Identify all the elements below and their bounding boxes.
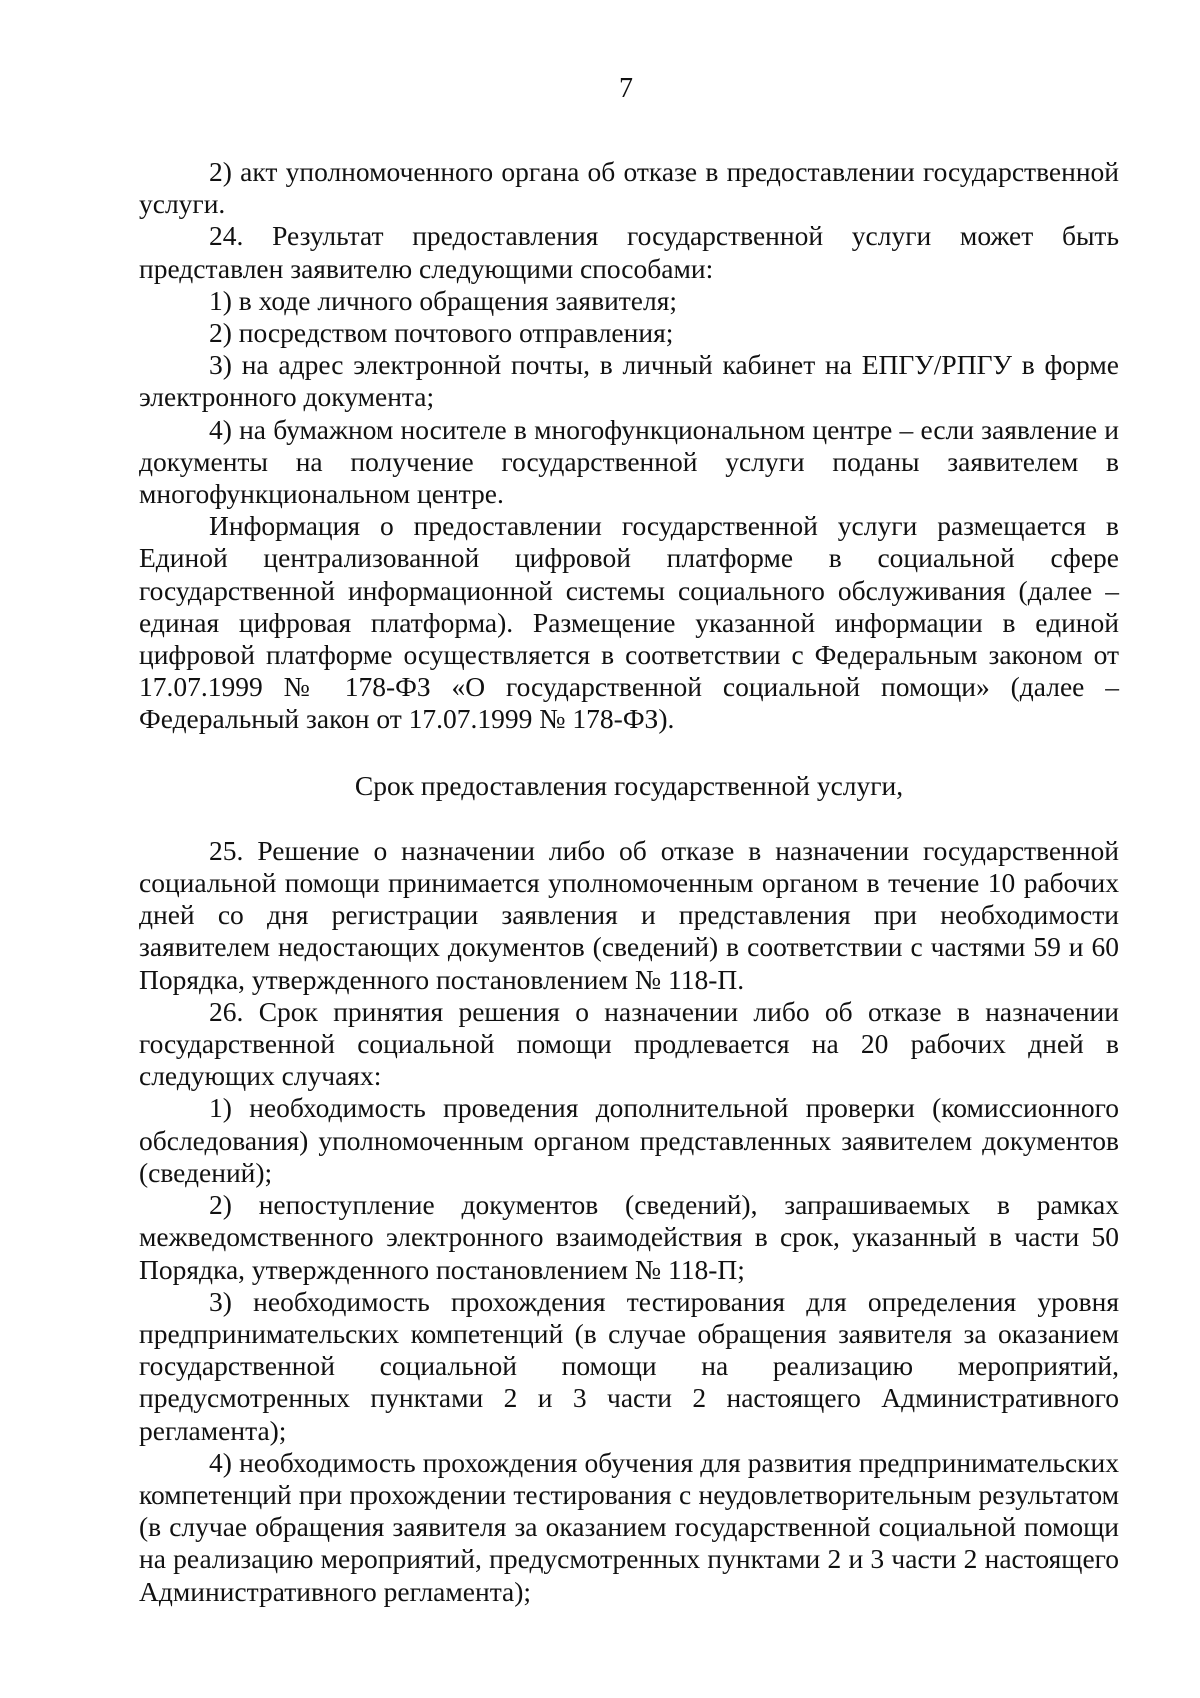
document-body: [139, 156, 1119, 1608]
list-item-email: 3) на адрес электронной почты, в личный кабинет на ЕПГУ/РПГУ в форме электронного документа;: [139, 349, 1119, 413]
paragraph-act-refusal: 2) акт уполномоченного органа об отказе в предоставлении государственной услуги.: [139, 156, 1119, 220]
paragraph-25: 25. Решение о назначении либо об отказе в назначении государственной социальной помощи принимается уполномоченным органом в течение 10 рабочих дней со дня регистрации заявления и представления при необходимости заявителем недостающих документов (сведений) в соответствии с частями 59 и 60 Порядка, утвержденного постановлением № 118-П.: [139, 834, 1119, 995]
page-number: 7: [619, 73, 633, 104]
list-item-non-receipt: 2) непоступление документов (сведений), запрашиваемых в рамках межведомственного электронного взаимодействия в срок, указанный в части 50 Порядка, утвержденного постановлением № 118-П;: [139, 1189, 1119, 1285]
section-heading: Срок предоставления государственной услуги,: [354, 769, 904, 801]
list-item-training: 4) необходимость прохождения обучения для развития предпринимательских компетенций при прохождении тестирования с неудовлетворительным результатом (в случае обращения заявителя за оказанием государственной социальной помощи на реализацию мероприятий, предусмотренных пунктами 2 и 3 части 2 настоящего Административного регламента);: [139, 1446, 1119, 1607]
paragraph-24: 24. Результат предоставления государственной услуги может быть представлен заявителю следующими способами:: [139, 220, 1119, 284]
list-item-paper-mfc: 4) на бумажном носителе в многофункциональном центре – если заявление и документы на получение государственной услуги поданы заявителем в многофункциональном центре.: [139, 413, 1119, 510]
list-item-postal: 2) посредством почтового отправления;: [209, 317, 674, 349]
list-item-testing: 3) необходимость прохождения тестирования для определения уровня предпринимательских компетенций (в случае обращения заявителя за оказанием государственной социальной помощи на реализацию мероприятий, предусмотренных пунктами 2 и 3 части 2 настоящего Административного регламента);: [139, 1285, 1119, 1446]
paragraph-information: Информация о предоставлении государственной услуги размещается в Единой централизованной цифровой платформе в социальной сфере государственной информационной системы социального обслуживания (далее – единая цифровая платформа). Размещение указанной информации в единой цифровой платформе осуществляется в соответствии с Федеральным законом от 17.07.1999 № 178-ФЗ «О государственной социальной помощи» (далее – Федеральный закон от 17.07.1999 № 178-ФЗ).: [139, 510, 1119, 735]
paragraph-26: 26. Срок принятия решения о назначении либо об отказе в назначении государственной социальной помощи продлевается на 20 рабочих дней в следующих случаях:: [139, 995, 1119, 1092]
list-item-personal-visit: 1) в ходе личного обращения заявителя;: [209, 284, 678, 316]
list-item-additional-check: 1) необходимость проведения дополнительной проверки (комиссионного обследования) уполномоченным органом представленных заявителем документов (сведений);: [139, 1092, 1119, 1188]
